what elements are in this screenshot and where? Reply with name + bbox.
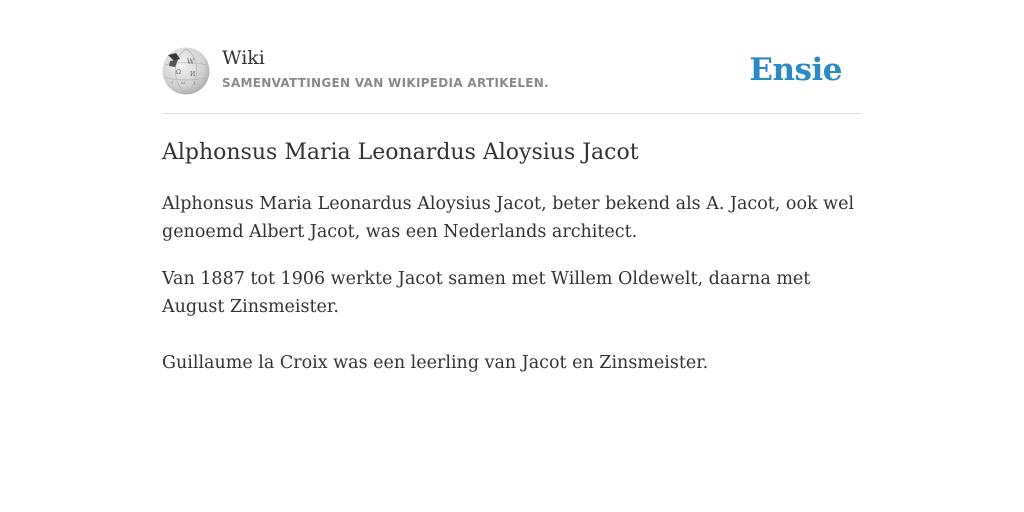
brand-logo[interactable]: Ensie (749, 52, 842, 88)
article-paragraph-3: Guillaume la Croix was een leerling van Jacot en Zinsmeister. (162, 353, 709, 373)
site-header (162, 46, 862, 96)
site-tagline: SAMENVATTINGEN VAN WIKIPEDIA ARTIKELEN. (222, 76, 549, 90)
svg-text:И: И (190, 71, 196, 78)
svg-text:ω: ω (181, 80, 186, 86)
header-divider (162, 113, 862, 114)
article-paragraph-2: Van 1887 tot 1906 werkte Jacot samen met Willem Oldewelt, daarna met August Zinsmeister. (162, 269, 811, 317)
site-title[interactable]: Wiki (222, 47, 265, 69)
wikipedia-globe-icon[interactable] (162, 47, 210, 95)
svg-text:W: W (187, 58, 195, 66)
svg-text:ϊ: ϊ (194, 81, 196, 87)
svg-text:Ω: Ω (176, 69, 181, 76)
article-paragraph-1: Alphonsus Maria Leonardus Aloysius Jacot, beter bekend als A. Jacot, ook wel genoemd Albert Jacot, was een Nederlands architect. (162, 194, 855, 242)
page-container (162, 0, 862, 512)
svg-text:ر: ر (171, 78, 174, 84)
page-title: Alphonsus Maria Leonardus Aloysius Jacot (162, 140, 639, 165)
